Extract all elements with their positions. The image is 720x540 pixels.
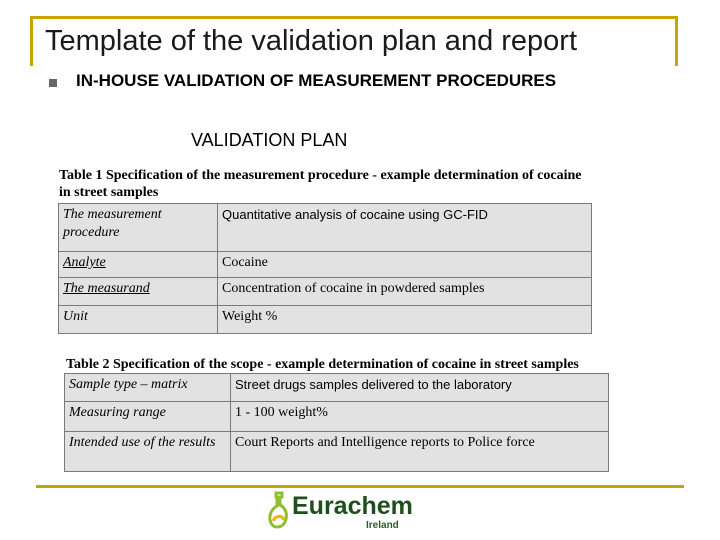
table2-caption: Table 2 Specification of the scope - example determination of cocaine in street samples xyxy=(66,357,579,372)
bullet-text: IN-HOUSE VALIDATION OF MEASUREMENT PROCEDURES xyxy=(76,71,557,90)
table-row xyxy=(59,306,592,334)
table-cell-label: Unit xyxy=(59,306,218,334)
eurachem-logo xyxy=(268,490,418,532)
table-row xyxy=(59,278,592,306)
table-cell-label: Measuring range xyxy=(65,402,231,432)
frame-right-line xyxy=(675,16,678,66)
table-cell-label: The measurement procedure xyxy=(59,204,218,252)
bullet-icon xyxy=(49,79,57,87)
table-row xyxy=(59,204,592,252)
frame-top-line xyxy=(30,16,678,19)
table-row xyxy=(65,402,609,432)
table-cell-value: Weight % xyxy=(218,306,592,334)
table-row xyxy=(65,432,609,472)
logo-subtitle: Ireland xyxy=(366,520,399,531)
table-cell-value: Court Reports and Intelligence reports to Police force xyxy=(231,432,609,472)
table-row xyxy=(65,374,609,402)
table-cell-label: Intended use of the results xyxy=(65,432,231,472)
table1-caption: Table 1 Specification of the measurement procedure - example determination of cocaine in street samples xyxy=(59,168,582,200)
table2 xyxy=(64,373,609,472)
table-cell-value: Concentration of cocaine in powdered samples xyxy=(218,278,592,306)
table-row xyxy=(59,252,592,278)
slide-title: Template of the validation plan and report xyxy=(45,25,578,57)
table-cell-label: Sample type – matrix xyxy=(65,374,231,402)
table-cell-value: Street drugs samples delivered to the laboratory xyxy=(231,374,609,402)
table-cell-value: 1 - 100 weight% xyxy=(231,402,609,432)
frame-bottom-line xyxy=(36,485,684,488)
table1 xyxy=(58,203,592,334)
flask-icon xyxy=(268,491,290,531)
table-cell-label: Analyte xyxy=(59,252,218,278)
table-cell-value: Cocaine xyxy=(218,252,592,278)
table-cell-label: The measurand xyxy=(59,278,218,306)
frame-left-line xyxy=(30,16,33,66)
logo-name: Eurachem xyxy=(292,492,413,520)
section-heading: VALIDATION PLAN xyxy=(191,130,348,150)
table-cell-value: Quantitative analysis of cocaine using GC-FID xyxy=(218,204,592,252)
